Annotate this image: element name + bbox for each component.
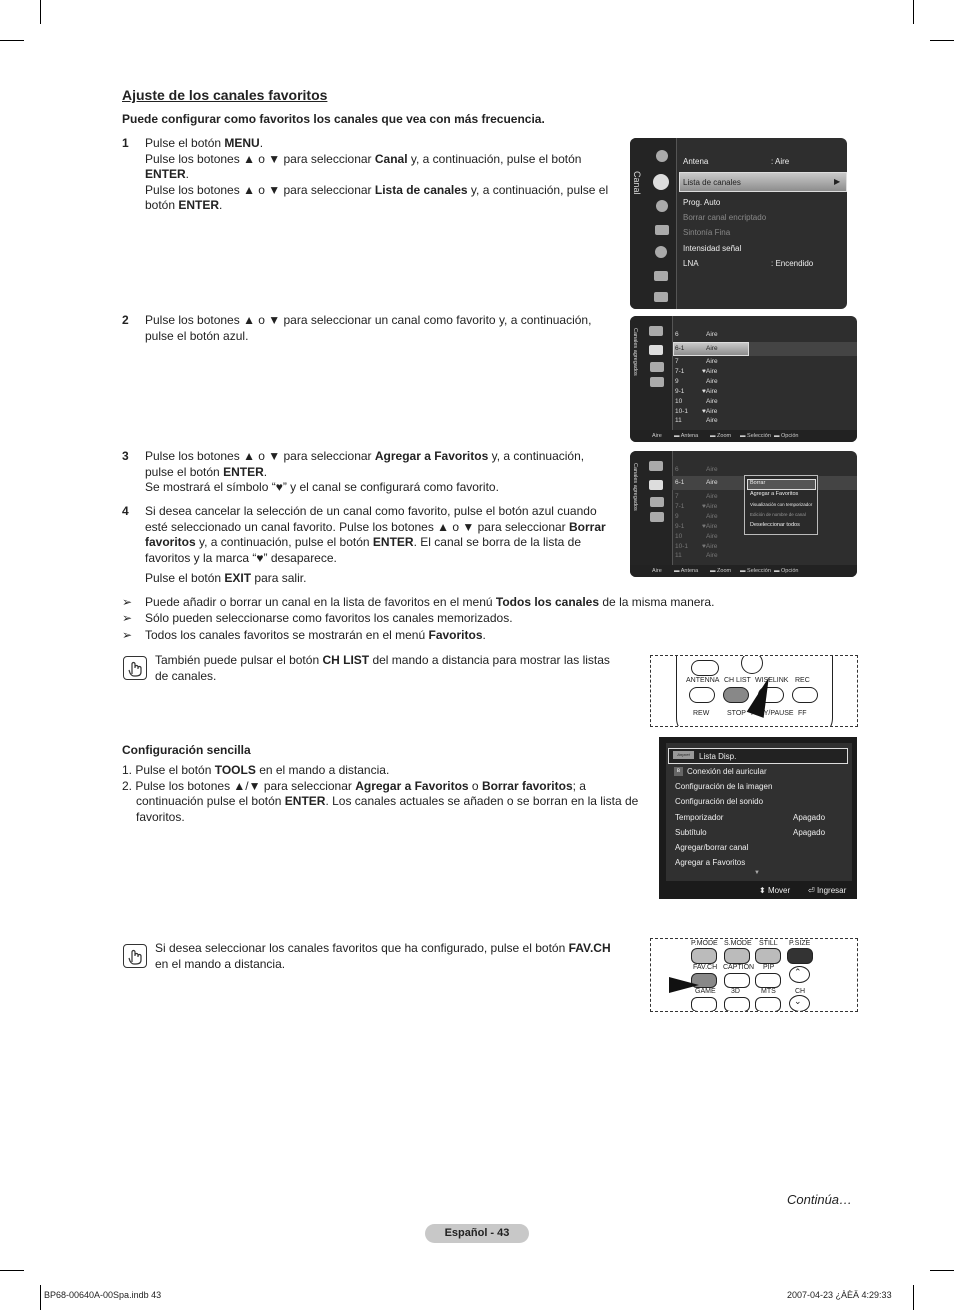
- intro-text: Puede configurar como favoritos los canales que vea con más frecuencia.: [122, 112, 545, 126]
- timer-icon: [655, 246, 667, 258]
- channel-source: Aire: [706, 552, 718, 559]
- ch-label: CH: [795, 988, 806, 995]
- crop-mark: [0, 40, 24, 41]
- scroll-down-icon[interactable]: ▼: [754, 870, 760, 876]
- channel-option-screen: [630, 451, 857, 577]
- wiselink-label: WISELINK: [755, 677, 789, 684]
- hand-tip-icon: [123, 944, 147, 968]
- crop-mark: [913, 0, 914, 24]
- channel-source: ♥Aire: [702, 503, 718, 510]
- pip-button[interactable]: [755, 973, 781, 988]
- sidebar-label: Canales agregados: [632, 463, 638, 511]
- channel-number[interactable]: 6: [675, 331, 679, 338]
- antena-value: : Aire: [771, 157, 790, 166]
- fav-ch-label: FAV.CH: [693, 964, 718, 971]
- channel-number[interactable]: 11: [675, 417, 682, 424]
- ch-list-button[interactable]: [723, 687, 749, 703]
- crop-mark: [0, 1270, 24, 1271]
- crop-mark: [930, 40, 954, 41]
- subtitle-value: Apagado: [793, 828, 826, 837]
- bar-antena-label: ▬ Antena: [674, 568, 699, 574]
- channel-number[interactable]: 10: [675, 533, 683, 540]
- tools-menu-screen: [659, 737, 857, 899]
- channel-list-screen: [630, 316, 857, 442]
- channel-source: Aire: [706, 533, 718, 540]
- application-icon: [654, 271, 668, 281]
- bluetooth-icon: ʙ: [674, 767, 683, 776]
- support-icon: [654, 292, 668, 302]
- bar-option-label: ▬ Opción: [774, 433, 799, 439]
- menu-item-auto-program[interactable]: Prog. Auto: [683, 198, 721, 207]
- button-bar: [630, 430, 857, 442]
- note-arrow-icon: ➢: [122, 628, 133, 642]
- section-title: Ajuste de los canales favoritos: [122, 87, 328, 103]
- channel-number[interactable]: 9-1: [675, 388, 685, 395]
- menu-item-signal-strength[interactable]: Intensidad señal: [683, 244, 742, 253]
- bar-zoom-label: ▬ Zoom: [710, 433, 732, 439]
- channel-source: Aire: [706, 378, 718, 385]
- easy-setup-title: Configuración sencilla: [122, 743, 251, 757]
- channel-number[interactable]: 6-1: [675, 345, 685, 352]
- added-channels-icon: [649, 345, 663, 355]
- mts-label: MTS: [761, 988, 776, 995]
- list-sidebar: [630, 316, 673, 430]
- channel-number[interactable]: 7: [675, 358, 679, 365]
- menu-sidebar: [630, 138, 677, 309]
- list-sidebar: [630, 451, 673, 565]
- crop-mark: [930, 1270, 954, 1271]
- channel-number[interactable]: 10-1: [675, 408, 689, 415]
- channel-number[interactable]: 6-1: [675, 479, 685, 486]
- option-popup: [744, 475, 818, 535]
- antenna-label: ANTENNA: [686, 677, 720, 684]
- menu-item-clear-scrambled[interactable]: Borrar canal encriptado: [683, 213, 767, 222]
- channel-source: Aire: [706, 398, 718, 405]
- tools-highlight: [668, 748, 848, 764]
- channel-source: ♥Aire: [702, 368, 718, 375]
- tools-item-subtitle[interactable]: Subtítulo: [675, 828, 707, 837]
- page-number: Español - 43: [425, 1224, 529, 1243]
- step-2-number: 2: [122, 313, 129, 327]
- stop-label: STOP: [727, 710, 746, 717]
- pip-label: PIP: [763, 964, 775, 971]
- input-icon: [655, 225, 669, 235]
- popup-item-delete[interactable]: Borrar: [750, 480, 766, 486]
- timer-value: Apagado: [793, 813, 826, 822]
- rec-button[interactable]: [792, 687, 818, 703]
- move-hint: ⬍ Mover: [759, 886, 791, 895]
- p-size-button[interactable]: [787, 948, 813, 964]
- arrow-right-icon: ▶: [834, 177, 841, 186]
- channel-number[interactable]: 7: [675, 493, 679, 500]
- tools-item-headset[interactable]: Conexión del auricular: [687, 767, 767, 776]
- step-1-text: Pulse el botón MENU. Pulse los botones ▲ o ▼ para seleccionar Canal y, a continuación, pulse el botón ENTER. Pulse los botones ▲ o ▼ para seleccionar Lista de canales y, a continuación, pulse el botón ENTER.: [145, 136, 609, 212]
- menu-item-fine-tune[interactable]: Sintonía Fina: [683, 228, 731, 237]
- channel-icon: [653, 174, 669, 190]
- p-mode-label: P.MODE: [691, 940, 718, 947]
- setup-icon: [656, 200, 668, 212]
- ch-list-label: CH LIST: [724, 677, 751, 684]
- tools-item-device-list[interactable]: Lista Disp.: [699, 752, 737, 761]
- chevron-up-icon: ⌃: [794, 967, 802, 977]
- still-button[interactable]: [755, 948, 781, 964]
- all-channels-icon: [649, 461, 663, 471]
- bar-zoom-label: ▬ Zoom: [710, 568, 732, 574]
- channel-number[interactable]: 7-1: [675, 368, 685, 375]
- s-mode-button[interactable]: [724, 948, 750, 964]
- lna-value: : Encendido: [771, 259, 814, 268]
- tip-ch-list: También puede pulsar el botón CH LIST del mando a distancia para mostrar las listas de canales.: [155, 653, 610, 683]
- game-label: GAME: [695, 988, 716, 995]
- remote-fav-ch-illustration: [650, 938, 858, 1012]
- step-1-number: 1: [122, 136, 129, 150]
- game-button[interactable]: [691, 997, 717, 1012]
- crop-mark: [40, 1285, 41, 1310]
- channel-source: ♥Aire: [702, 543, 718, 550]
- tip-fav-ch: Si desea seleccionar los canales favoritos que ha configurado, pulse el botón FAV.CH en el mando a distancia.: [155, 941, 611, 971]
- channel-source: Aire: [706, 479, 718, 486]
- note-3: Todos los canales favoritos se mostrarán en el menú Favoritos.: [145, 628, 486, 642]
- crop-mark: [40, 0, 41, 24]
- chevron-down-icon: ⌄: [794, 996, 802, 1006]
- p-mode-button[interactable]: [691, 948, 717, 964]
- menu-item-lna[interactable]: LNA: [683, 259, 699, 268]
- channel-number[interactable]: 7-1: [675, 503, 685, 510]
- step-4-text: Si desea cancelar la selección de un canal como favorito, pulse el botón azul cuando esté seleccionado un canal favorito. Pulse los botones ▲ o ▼ para seleccionar Borrar favoritos y, a continuación, pulse el botón ENTER. El canal se borra de la lista de favoritos y la marca “♥” desaparece. Pulse el botón EXIT para salir.: [145, 504, 606, 585]
- channel-source: Aire: [706, 466, 718, 473]
- picture-icon: [656, 150, 668, 162]
- pointer-arrow-icon: [669, 977, 699, 993]
- caption-button[interactable]: [724, 973, 750, 988]
- remote-button: [691, 660, 719, 676]
- added-channels-icon: [649, 480, 663, 490]
- channel-number[interactable]: 6: [675, 466, 679, 473]
- popup-item-add-favorites[interactable]: Agregar a Favoritos: [750, 491, 799, 497]
- s-mode-label: S.MODE: [724, 940, 752, 947]
- tools-item-add-favorites[interactable]: Agregar a Favoritos: [675, 858, 746, 867]
- channel-number[interactable]: 11: [675, 552, 682, 559]
- footer-file-name: BP68-00640A-00Spa.indb 43: [44, 1290, 162, 1300]
- remote-ch-list-illustration: [650, 655, 858, 727]
- channel-source: Aire: [706, 417, 718, 424]
- antenna-button[interactable]: [689, 687, 715, 703]
- channel-source: ♥Aire: [702, 523, 718, 530]
- step-4-number: 4: [122, 504, 129, 518]
- channel-number[interactable]: 10-1: [675, 543, 689, 550]
- ff-label: FF: [798, 710, 807, 717]
- channel-source: Aire: [706, 345, 718, 352]
- channel-number[interactable]: 9: [675, 378, 679, 385]
- all-channels-icon: [649, 326, 663, 336]
- still-label: STILL: [759, 940, 778, 947]
- popup-item-timer-view[interactable]: Visualización con temporizador: [750, 502, 813, 507]
- channel-number[interactable]: 9: [675, 513, 679, 520]
- rec-label: REC: [795, 677, 810, 684]
- bar-select-label: ▬ Selección: [740, 568, 771, 574]
- easy-setup-steps: 1. Pulse el botón TOOLS en el mando a distancia. 2. Pulse los botones ▲/▼ para seleccionar Agregar a Favoritos o Borrar favoritos; a continuación pulse el botón ENTER. Los canales actuales se añaden o se borran en la lista de favoritos.: [122, 763, 639, 824]
- anynet-logo-icon: Anynet: [673, 751, 694, 759]
- sidebar-label: Canal: [632, 171, 642, 195]
- bar-option-label: ▬ Opción: [774, 568, 799, 574]
- favorite-icon: [650, 497, 664, 507]
- note-2: Sólo pueden seleccionarse como favoritos los canales memorizados.: [145, 611, 513, 625]
- p-size-label: P.SIZE: [789, 940, 811, 947]
- menu-item-antena[interactable]: Antena: [683, 157, 709, 166]
- mts-button[interactable]: [755, 997, 781, 1012]
- menu-item-channel-list[interactable]: Lista de canales: [683, 178, 741, 187]
- favorite-icon: [650, 362, 664, 372]
- tools-item-sound[interactable]: Configuración del sonido: [675, 797, 764, 806]
- footer-timestamp: 2007-04-23 ¿ÀÈÄ 4:29:33: [787, 1290, 892, 1300]
- channel-source: Aire: [706, 331, 718, 338]
- caption-label: CAPTION: [723, 964, 755, 971]
- step-3-number: 3: [122, 449, 129, 463]
- hand-tip-icon: [123, 656, 147, 680]
- channel-menu-screen: [630, 138, 847, 309]
- channel-source: Aire: [706, 493, 718, 500]
- 3d-label: 3D: [731, 988, 740, 995]
- rew-label: REW: [693, 710, 710, 717]
- bar-antena-label: ▬ Antena: [674, 433, 699, 439]
- programmed-icon: [650, 377, 664, 387]
- note-arrow-icon: ➢: [122, 595, 133, 609]
- programmed-icon: [650, 512, 664, 522]
- play-pause-label: PLAY/PAUSE: [751, 710, 794, 717]
- channel-number[interactable]: 9-1: [675, 523, 685, 530]
- channel-source: Aire: [706, 358, 718, 365]
- tools-item-picture[interactable]: Configuración de la imagen: [675, 782, 773, 791]
- popup-item-edit-name[interactable]: Edición de nombre de canal: [750, 512, 806, 517]
- channel-number[interactable]: 10: [675, 398, 683, 405]
- step-2-text: Pulse los botones ▲ o ▼ para seleccionar un canal como favorito y, a continuación, pulse el botón azul.: [145, 313, 592, 343]
- continues-label: Continúa…: [787, 1192, 853, 1207]
- channel-source: Aire: [706, 513, 718, 520]
- bar-aire-label: Aire: [652, 433, 662, 439]
- bar-aire-label: Aire: [652, 568, 662, 574]
- enter-hint: ⏎ Ingresar: [808, 886, 847, 895]
- tools-item-timer[interactable]: Temporizador: [675, 813, 724, 822]
- tools-item-add-delete-channel[interactable]: Agregar/borrar canal: [675, 843, 749, 852]
- popup-item-deselect-all[interactable]: Deseleccionar todos: [750, 522, 800, 528]
- channel-source: ♥Aire: [702, 388, 718, 395]
- note-arrow-icon: ➢: [122, 611, 133, 625]
- step-3-text: Pulse los botones ▲ o ▼ para seleccionar Agregar a Favoritos y, a continuación, pulse el botón ENTER. Se mostrará el símbolo “♥” y el canal se configurará como favorito.: [145, 449, 585, 494]
- channel-source: ♥Aire: [702, 408, 718, 415]
- button-bar: [630, 565, 857, 577]
- note-1: Puede añadir o borrar un canal en la lista de favoritos en el menú Todos los canales de la misma manera.: [145, 595, 715, 609]
- 3d-button[interactable]: [724, 997, 750, 1012]
- bar-select-label: ▬ Selección: [740, 433, 771, 439]
- sidebar-label: Canales agregados: [632, 328, 638, 376]
- crop-mark: [913, 1285, 914, 1310]
